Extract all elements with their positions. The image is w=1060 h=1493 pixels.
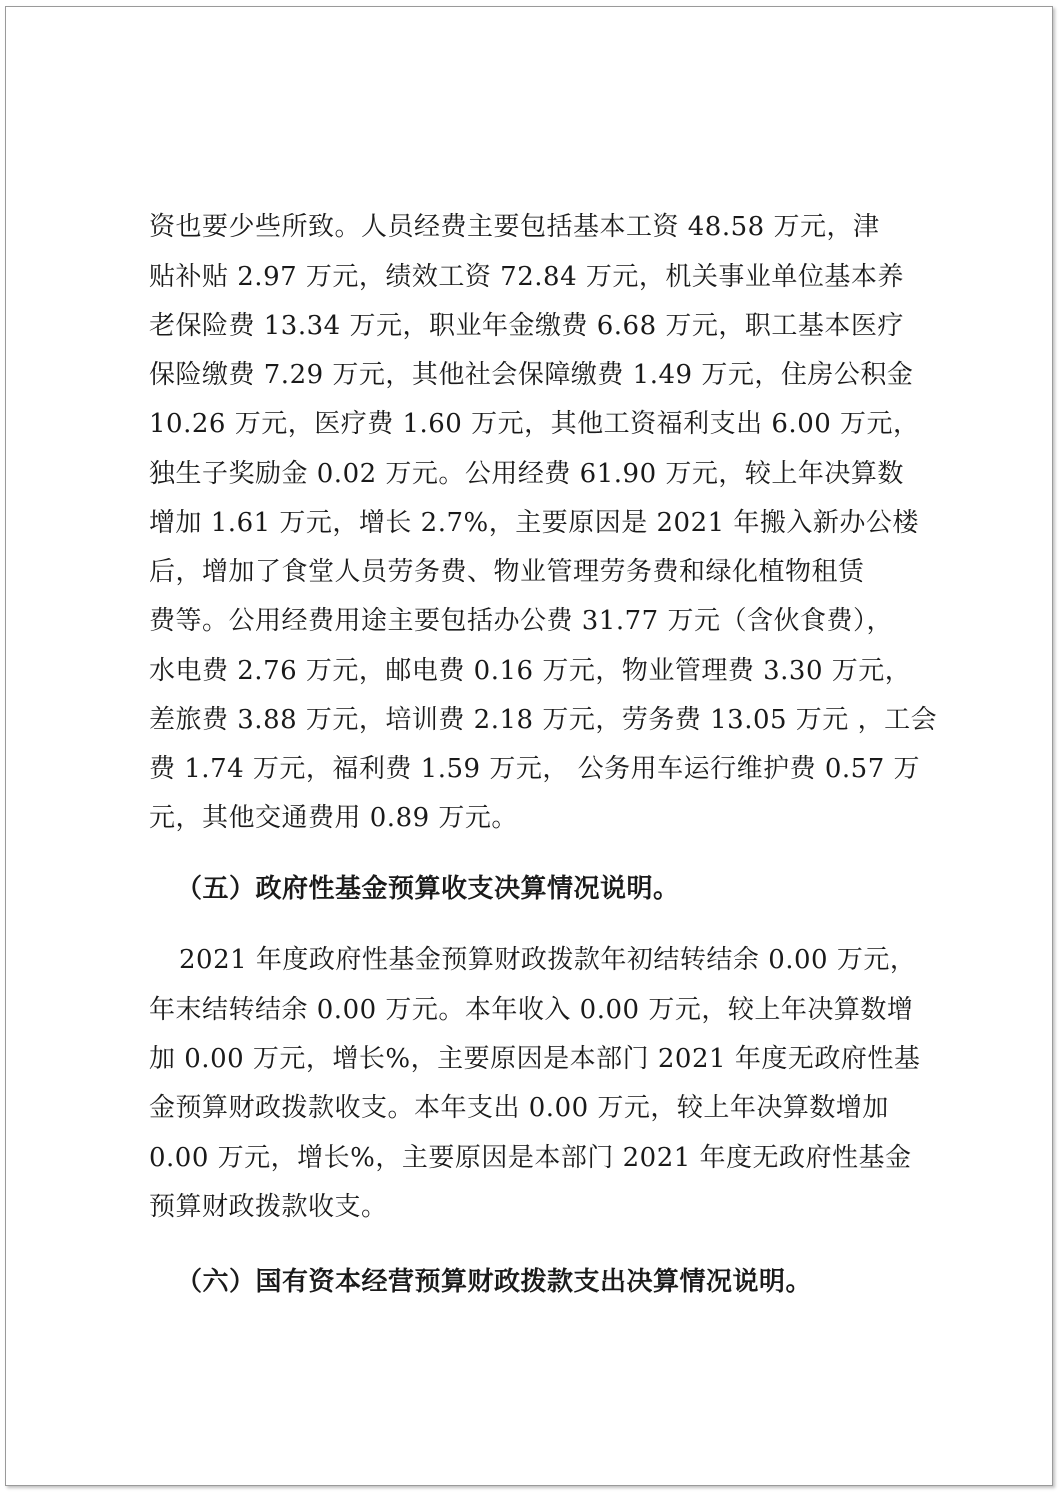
paragraph-line: 0.00 万元，增长%，主要原因是本部门 2021 年度无政府性基金 (149, 1143, 912, 1173)
section-heading-five: （五）政府性基金预算收支决算情况说明。 (176, 874, 680, 904)
paragraph-line: 费等。公用经费用途主要包括办公费 31.77 万元（含伙食费）， (149, 606, 893, 636)
document-page (5, 6, 1053, 1486)
paragraph-line: 贴补贴 2.97 万元，绩效工资 72.84 万元，机关事业单位基本养 (149, 262, 904, 292)
paragraph-line: 费 1.74 万元，福利费 1.59 万元， 公务用车运行维护费 0.57 万 (149, 754, 921, 784)
paragraph-line: 老保险费 13.34 万元，职业年金缴费 6.68 万元，职工基本医疗 (149, 311, 904, 341)
paragraph-line: 水电费 2.76 万元，邮电费 0.16 万元，物业管理费 3.30 万元， (149, 656, 912, 686)
paragraph-line: 10.26 万元，医疗费 1.60 万元，其他工资福利支出 6.00 万元， (149, 409, 920, 439)
paragraph-line: 2021 年度政府性基金预算财政拨款年初结转结余 0.00 万元， (179, 945, 917, 975)
paragraph-line: 后，增加了食堂人员劳务费、物业管理劳务费和绿化植物租赁 (149, 557, 865, 587)
paragraph-line: 加 0.00 万元，增长%，主要原因是本部门 2021 年度无政府性基 (149, 1044, 921, 1074)
paragraph-line: 独生子奖励金 0.02 万元。公用经费 61.90 万元，较上年决算数 (149, 459, 904, 489)
paragraph-line: 年末结转结余 0.00 万元。本年收入 0.00 万元，较上年决算数增 (149, 995, 914, 1025)
paragraph-line: 资也要少些所致。人员经费主要包括基本工资 48.58 万元，津 (149, 212, 880, 242)
paragraph-line: 增加 1.61 万元，增长 2.7%，主要原因是 2021 年搬入新办公楼 (149, 508, 919, 538)
section-heading-six: （六）国有资本经营预算财政拨款支出决算情况说明。 (176, 1267, 813, 1297)
paragraph-line: 差旅费 3.88 万元，培训费 2.18 万元，劳务费 13.05 万元 ，工会 (149, 705, 938, 735)
paragraph-line: 元，其他交通费用 0.89 万元。 (149, 803, 518, 833)
paragraph-line: 金预算财政拨款收支。本年支出 0.00 万元，较上年决算数增加 (149, 1093, 889, 1123)
paragraph-line: 预算财政拨款收支。 (149, 1192, 388, 1222)
paragraph-line: 保险缴费 7.29 万元，其他社会保障缴费 1.49 万元，住房公积金 (149, 360, 914, 390)
